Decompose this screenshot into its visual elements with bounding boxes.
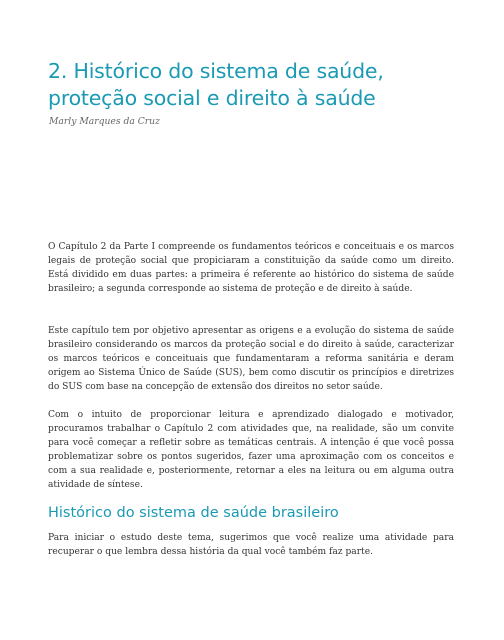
intro-paragraph-1: O Capítulo 2 da Parte I compreende os fundamentos teóricos e conceituais e os marcos legais de proteção social que propiciaram a constituição da saúde como um direito. Está dividido em duas partes: a primeira é referente ao histórico do sistema de saúde brasileiro; a segunda corresponde ao sistema de proteção e de direito à saúde. bbox=[48, 242, 454, 294]
intro-paragraph-3: Com o intuito de proporcionar leitura e aprendizado dialogado e motivador, procuramos trabalhar o Capítulo 2 com atividades que, na realidade, são um convite para você começar a refletir sobre as temáticas centrais. A intenção é que você possa problematizar sobre os pontos sugeridos, fazer uma aproximação com os conceitos e com a sua realidade e, posteriormente, retornar a eles na leitura ou em alguma outra atividade de síntese. bbox=[48, 410, 454, 490]
section-paragraph-1: Para iniciar o estudo deste tema, sugerimos que você realize uma atividade para recuperar o que lembra dessa história da qual você também faz parte. bbox=[48, 533, 454, 557]
chapter-title-line-2: proteção social e direito à saúde bbox=[48, 86, 376, 110]
section-heading: Histórico do sistema de saúde brasileiro bbox=[48, 505, 339, 521]
intro-paragraph-2: Este capítulo tem por objetivo apresentar as origens e a evolução do sistema de saúde brasileiro considerando os marcos da proteção social e do direito à saúde, caracterizar os marcos teóricos e conceituais que fundamentaram a reforma sanitária e deram origem ao Sistema Único de Saúde (SUS), bem como discutir os princípios e diretrizes do SUS com base na concepção de extensão dos direitos no setor saúde. bbox=[48, 326, 454, 392]
chapter-title bbox=[48, 58, 468, 112]
chapter-title-line-1: 2. Histórico do sistema de saúde, bbox=[48, 59, 384, 83]
author-name: Marly Marques da Cruz bbox=[49, 116, 160, 127]
